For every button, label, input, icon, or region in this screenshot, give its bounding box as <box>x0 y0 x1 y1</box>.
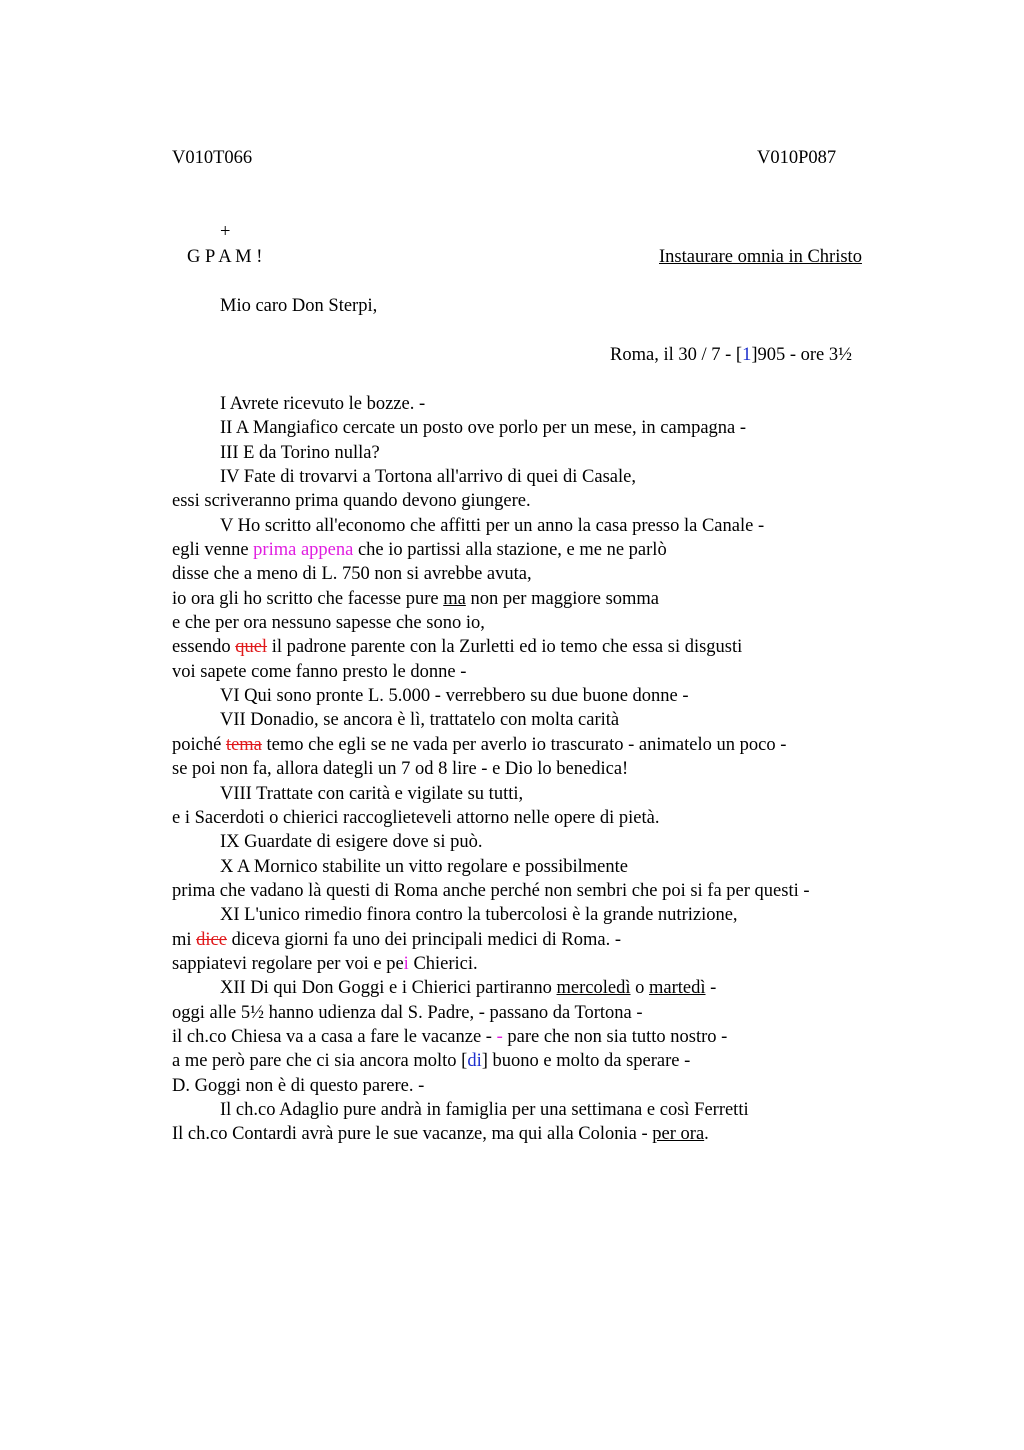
body-line <box>172 976 932 1000</box>
text-segment: a me però pare che ci sia ancora molto [ <box>172 1051 468 1072</box>
underlined-text: martedì <box>649 978 706 999</box>
initials-gpam: G P A M ! <box>187 247 263 267</box>
text-segment: Chierici. <box>408 953 478 974</box>
body-line <box>172 928 932 952</box>
body-line: disse che a meno di L. 750 non si avrebbe avuta, <box>172 564 532 585</box>
body-line: V Ho scritto all'economo che affitti per un anno la casa presso la Canale - <box>220 515 765 536</box>
document-code-right: V010P087 <box>757 148 837 168</box>
deleted-text: quel <box>235 637 268 658</box>
inserted-text: prima appena <box>253 540 354 561</box>
body-line: se poi non fa, allora dategli un 7 od 8 lire - e Dio lo benedica! <box>172 759 629 780</box>
body-line: oggi alle 5½ hanno udienza dal S. Padre, - passano da Tortona - <box>172 1002 643 1023</box>
body-line: VI Qui sono pronte L. 5.000 - verrebbero su due buone donne - <box>220 686 689 707</box>
inserted-text: i <box>403 953 409 974</box>
inserted-text: - <box>496 1026 503 1047</box>
text-segment: XII Di qui Don Goggi e i Chierici partiranno <box>220 978 557 999</box>
text-segment: essendo <box>172 637 236 658</box>
body-line: D. Goggi non è di questo parere. - <box>172 1075 425 1096</box>
text-segment: io ora gli ho scritto che facesse pure <box>172 588 444 609</box>
text-segment: pare che non sia tutto nostro - <box>502 1026 728 1047</box>
body-line <box>172 733 932 757</box>
underlined-text: per ora <box>652 1124 705 1145</box>
text-segment: che io partissi alla stazione, e me ne parlò <box>353 540 667 561</box>
greeting: Mio caro Don Sterpi, <box>220 296 378 316</box>
body-line: voi sapete come fanno presto le donne - <box>172 661 467 682</box>
date-prefix: Roma, il 30 / 7 - [ <box>610 345 743 365</box>
body-line: e i Sacerdoti o chierici raccoglieteveli attorno nelle opere di pietà. <box>172 807 660 828</box>
date-editorial-digit: 1 <box>742 345 752 365</box>
body-line: essi scriveranno prima quando devono giungere. <box>172 491 531 512</box>
body-line: Il ch.co Adaglio pure andrà in famiglia per una settimana e così Ferretti <box>220 1099 749 1120</box>
body-line <box>172 1049 932 1073</box>
cross-symbol: + <box>220 222 231 242</box>
body-line <box>172 952 932 976</box>
text-segment: Il ch.co Contardi avrà pure le sue vacanze, ma qui alla Colonia - <box>172 1124 653 1145</box>
text-segment: temo che egli se ne vada per averlo io trascurato - animatelo un poco - <box>261 734 787 755</box>
body-line: III E da Torino nulla? <box>220 442 380 463</box>
text-segment: diceva giorni fa uno dei principali medici di Roma. - <box>226 929 622 950</box>
text-segment: il padrone parente con la Zurletti ed io temo che essa si disgusti <box>267 637 743 658</box>
deleted-text: dice <box>196 929 227 950</box>
body-line: VIII Trattate con carità e vigilate su tutti, <box>220 783 524 804</box>
date-line <box>610 343 852 367</box>
editorial-text: di <box>467 1051 482 1072</box>
underlined-text: ma <box>443 588 466 609</box>
body-line: VII Donadio, se ancora è lì, trattatelo con molta carità <box>220 710 620 731</box>
body-line: I Avrete ricevuto le bozze. - <box>220 394 426 414</box>
letter-body <box>172 392 932 1147</box>
document-code-left: V010T066 <box>172 148 253 168</box>
body-line <box>172 1025 932 1049</box>
body-line <box>172 587 932 611</box>
motto: Instaurare omnia in Christo <box>659 247 862 267</box>
date-suffix: ]905 - ore 3½ <box>751 345 853 365</box>
deleted-text: tema <box>225 734 262 755</box>
text-segment: - <box>705 978 717 999</box>
text-segment: sappiatevi regolare per voi e pe <box>172 953 404 974</box>
body-line: X A Mornico stabilite un vitto regolare e possibilmente <box>220 856 628 877</box>
body-line <box>172 635 932 659</box>
body-line: e che per ora nessuno sapesse che sono io, <box>172 613 485 634</box>
text-segment: mi <box>172 929 197 950</box>
underlined-text: mercoledì <box>556 978 631 999</box>
text-segment: o <box>630 978 649 999</box>
text-segment: il ch.co Chiesa va a casa a fare le vacanze - <box>172 1026 497 1047</box>
body-line: IX Guardate di esigere dove si può. <box>220 832 483 853</box>
body-line: IV Fate di trovarvi a Tortona all'arrivo di quei di Casale, <box>220 467 636 488</box>
body-line <box>172 1122 932 1146</box>
text-segment: egli venne <box>172 540 254 561</box>
text-segment: . <box>704 1124 709 1145</box>
body-line: XI L'unico rimedio finora contro la tubercolosi è la grande nutrizione, <box>220 905 738 926</box>
text-segment: poiché <box>172 734 226 755</box>
body-line: prima che vadano là questi di Roma anche perché non sembri che poi si fa per questi - <box>172 880 810 901</box>
text-segment: ] buono e molto da sperare - <box>481 1051 691 1072</box>
body-line: II A Mangiafico cercate un posto ove porlo per un mese, in campagna - <box>220 418 747 439</box>
text-segment: non per maggiore somma <box>465 588 660 609</box>
body-line <box>172 538 932 562</box>
